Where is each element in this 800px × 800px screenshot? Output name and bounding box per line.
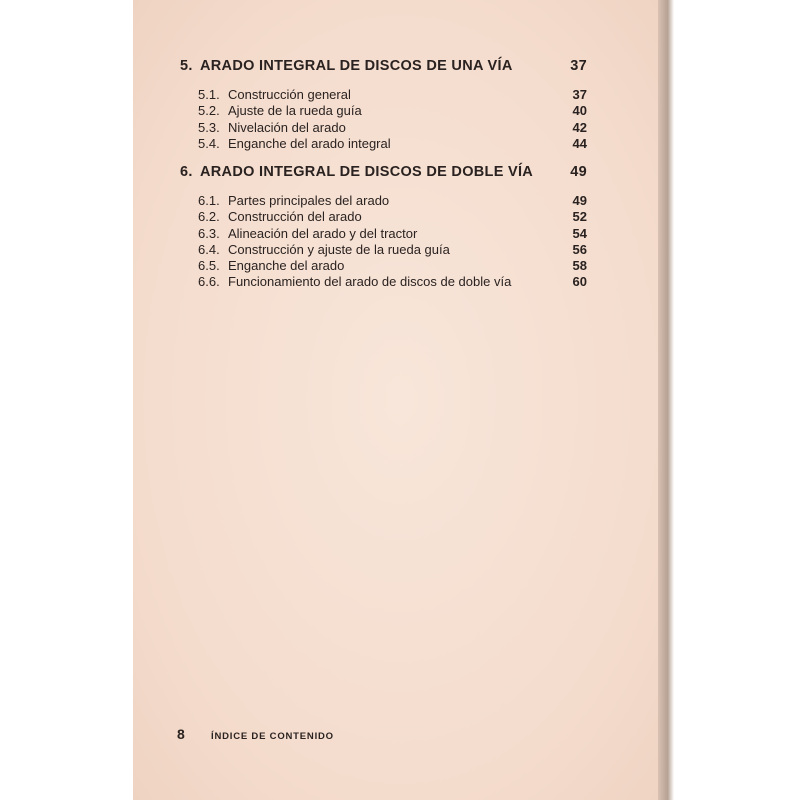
item-page: 60 [572,274,587,290]
toc-item [198,258,587,274]
item-page: 56 [572,241,587,257]
toc-item [198,103,587,119]
item-number: 5.3. [198,119,220,135]
item-number: 6.1. [198,193,220,208]
item-number: 6.5. [198,258,220,274]
book-page [133,0,669,800]
item-page: 44 [572,135,587,151]
toc-item [198,274,587,290]
toc-item [198,136,587,152]
toc-section-6 [180,164,587,291]
item-title: Funcionamiento del arado de discos de doble vía [228,274,512,290]
toc-section-heading [180,164,587,180]
item-number: 6.2. [198,209,220,225]
footer-page-number: 8 [177,726,185,742]
toc-items [198,87,587,152]
item-page: 49 [572,193,587,208]
item-title: Construcción general [228,87,351,102]
item-page: 52 [572,209,587,225]
item-number: 5.1. [198,87,220,102]
item-number: 6.4. [198,241,220,257]
toc-item [198,120,587,136]
item-title: Alineación del arado y del tractor [228,225,418,241]
toc-item [198,226,587,242]
toc-items [198,193,587,291]
page-edge-shadow [658,0,674,800]
item-title: Construcción del arado [228,209,362,225]
section-title: ARADO INTEGRAL DE DISCOS DE DOBLE VÍA [200,164,534,180]
item-title: Enganche del arado [228,258,345,274]
item-page: 58 [572,258,587,274]
toc-item [198,242,587,258]
item-title: Partes principales del arado [228,193,390,208]
item-title: Enganche del arado integral [228,135,391,151]
item-page: 54 [572,225,587,241]
toc-section-heading [180,58,587,74]
toc-item [198,209,587,225]
item-title: Construcción y ajuste de la rueda guía [228,241,450,257]
page-footer [177,726,334,742]
section-page: 49 [570,164,587,180]
item-title: Nivelación del arado [228,119,346,135]
item-number: 5.2. [198,103,220,119]
item-number: 6.6. [198,274,220,290]
section-title: ARADO INTEGRAL DE DISCOS DE UNA VÍA [200,58,513,74]
item-number: 6.3. [198,225,220,241]
toc-item [198,87,587,103]
toc-section-5 [180,58,587,152]
section-number: 5. [180,58,193,74]
item-page: 40 [572,103,587,119]
toc-item [198,193,587,209]
item-number: 5.4. [198,135,220,151]
section-page: 37 [570,58,587,74]
item-page: 42 [572,119,587,135]
footer-title: ÍNDICE DE CONTENIDO [211,731,334,742]
item-page: 37 [572,87,587,102]
show-through-text [185,300,585,720]
section-number: 6. [180,164,193,180]
item-title: Ajuste de la rueda guía [228,103,362,119]
